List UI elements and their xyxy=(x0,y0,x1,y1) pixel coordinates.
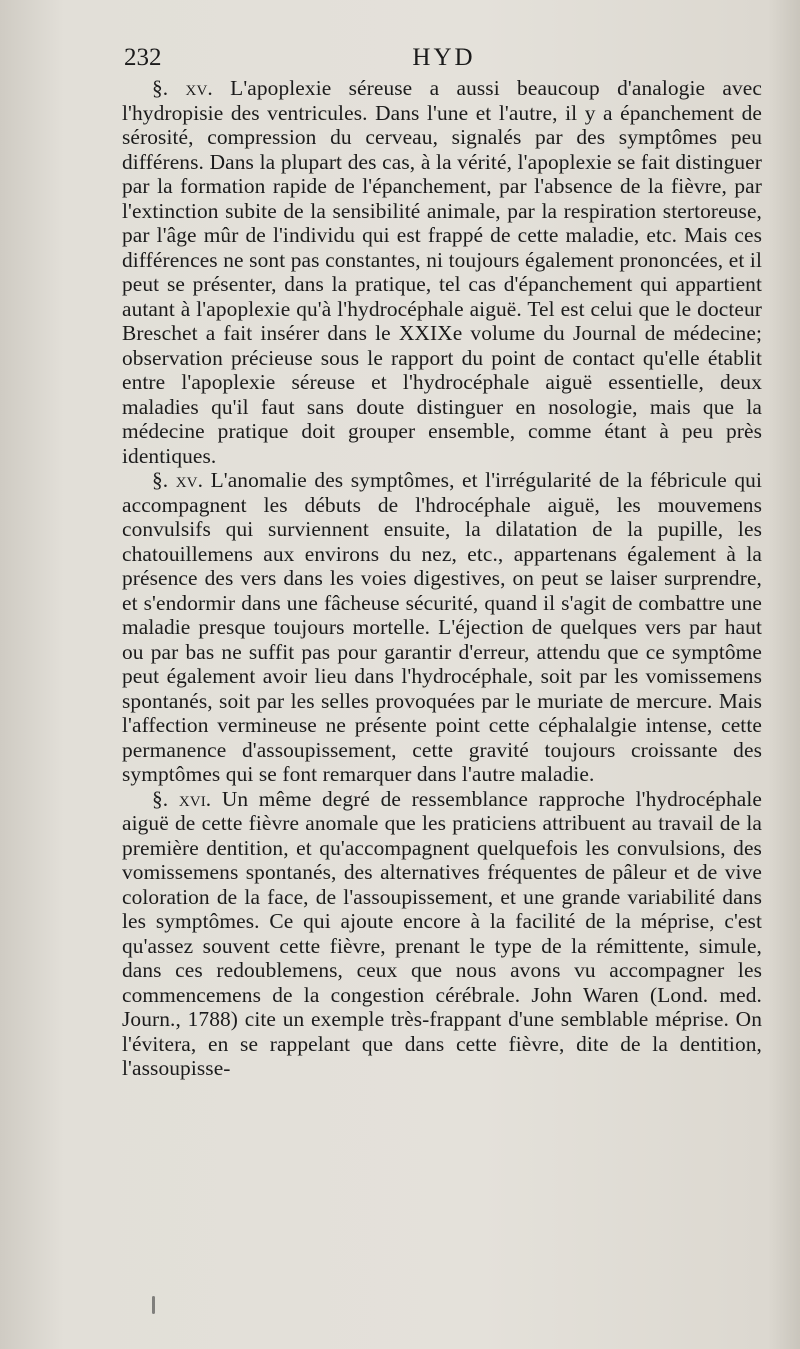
paragraph-text: L'apoplexie séreuse a aussi beaucoup d'analogie avec l'hydropisie des ventricules. Dans l'une et l'autre, il y a épanchement de sérosité, compression du cerveau, signalés par des symptômes peu différens. Dans la plupart des cas, à la vérité, l'apoplexie se fait distinguer par la formation rapide de l'épanchement, par l'absence de la fièvre, par l'extinction subite de la sensibilité animale, par la respiration stertoreuse, par l'âge mûr de l'individu qui est frappé de cette maladie, etc. Mais ces différences ne sont pas constantes, ni toujours également prononcées, et il peut se présenter, dans la pratique, tel cas d'épanchement qui appartient autant à l'apoplexie qu'à l'hydrocéphale aiguë. Tel est celui que le docteur Breschet a fait insérer dans le XXIXe volume du Journal de médecine; observation précieuse sous le rapport du point de contact qu'elle établit entre l'apoplexie séreuse et l'hydrocéphale aiguë essentielle, deux maladies qu'il faut sans doute distinguer en nosologie, mais que la médecine pratique doit grouper ensemble, comme étant à peu près identiques. xyxy=(122,76,762,468)
paragraph-text: L'anomalie des symptômes, et l'irrégularité de la fébricule qui accompagnent les débuts de l'hdrocéphale aiguë, les mouvemens convulsifs qui surviennent ensuite, la dilatation de la pupille, les chatouillemens aux environs du nez, etc., appartenans également à la présence des vers dans les voies digestives, on peut se laiser surprendre, et s'endormir dans une fâcheuse sécurité, quand il s'agit de combattre une maladie presque toujours mortelle. L'éjection de quelques vers par haut ou par bas ne suffit pas pour garantir d'erreur, attendu que ce symptôme peut également avoir lieu dans l'hydrocéphale, soit par les vomissemens spontanés, soit par les selles provoquées par le muriate de mercure. Mais l'affection vermineuse ne présente point cette céphalalgie intense, cette permanence d'assoupissement, cette gravité toujours croissante des symptômes qui se font remarquer dans l'autre maladie. xyxy=(122,468,762,786)
paragraph-3 xyxy=(122,787,762,1081)
page-number: 232 xyxy=(124,44,162,71)
page-header xyxy=(124,44,764,74)
section-number: §. xvi. xyxy=(152,786,212,811)
paragraph-text: Un même degré de ressemblance rapproche l'hydrocéphale aiguë de cette fièvre anomale que les praticiens attribuent au travail de la première dentition, et qu'accompagnent quelquefois les convulsions, des vomissemens spontanés, des alternatives fréquentes de pâleur et de vive coloration de la face, de l'assoupissement, et une grande variabilité dans les symptômes. Ce qui ajoute encore à la facilité de la méprise, c'est qu'assez souvent cette fièvre, prenant le type de la rémittente, simule, dans ces redoublemens, ceux que nous avons vu accompagner les commencemens de la congestion cérébrale. John Waren (Lond. med. Journ., 1788) cite un exemple très-frappant d'une semblable méprise. On l'évitera, en se rappelant que dans cette fièvre, dite de la dentition, l'assoupisse- xyxy=(122,786,762,1080)
ink-smudge xyxy=(152,1296,155,1314)
paragraph-2 xyxy=(122,468,762,787)
paragraph-1 xyxy=(122,76,762,468)
section-number: §. xv. xyxy=(152,76,213,100)
body-text xyxy=(122,76,762,1081)
section-number: §. xv. xyxy=(152,468,204,492)
running-title: HYD xyxy=(412,44,476,71)
